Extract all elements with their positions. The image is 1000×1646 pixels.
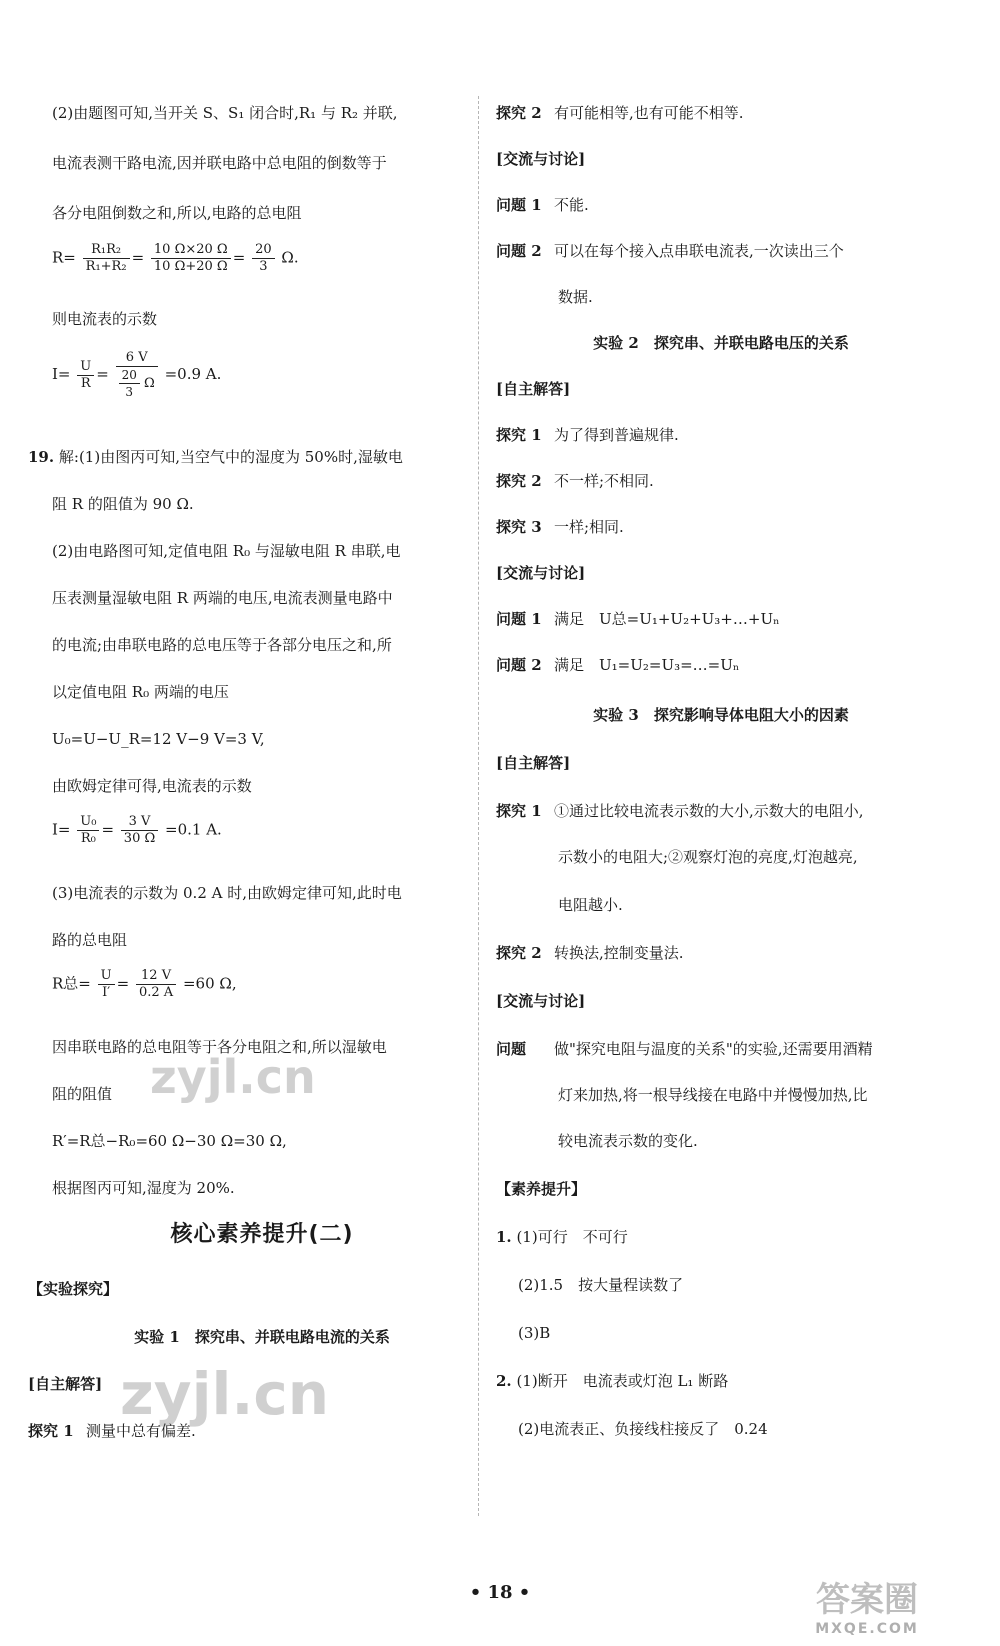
- question-2: 问题 2 满足 U₁=U₂=U₃=…=Uₙ: [496, 656, 740, 674]
- explore-3: 探究 3 一样;相同.: [496, 518, 624, 536]
- text-line: 数据.: [558, 288, 593, 306]
- question-1: 问题 1 不能.: [496, 196, 589, 214]
- text-line: 各分电阻倒数之和,所以,电路的总电阻: [52, 204, 302, 222]
- question: 问题 做"探究电阻与温度的关系"的实验,还需要用酒精: [496, 1040, 873, 1058]
- tag-experiment: 【实验探究】: [28, 1280, 119, 1298]
- text-line: 示数小的电阻大;②观察灯泡的亮度,灯泡越亮,: [558, 848, 858, 866]
- text-line: R′=R总−R₀=60 Ω−30 Ω=30 Ω,: [52, 1132, 287, 1150]
- text-line: 较电流表示数的变化.: [558, 1132, 698, 1150]
- answer-1c: (3)B: [518, 1324, 551, 1342]
- text-line: (3)电流表的示数为 0.2 A 时,由欧姆定律可知,此时电: [52, 884, 402, 902]
- answer-1a: 1. (1)可行 不可行: [496, 1228, 628, 1246]
- answer-1b: (2)1.5 按大量程读数了: [518, 1276, 684, 1294]
- question-1: 问题 1 满足 U总=U₁+U₂+U₃+…+Uₙ: [496, 610, 780, 628]
- question-2: 问题 2 可以在每个接入点串联电流表,一次读出三个: [496, 242, 844, 260]
- tag-literacy: 【素养提升】: [496, 1180, 587, 1198]
- experiment-1-title: 实验 1 探究串、并联电路电流的关系: [134, 1328, 390, 1346]
- text-line: 根据图丙可知,湿度为 20%.: [52, 1179, 235, 1197]
- text-line: 电流表测干路电流,因并联电路中总电阻的倒数等于: [52, 154, 387, 172]
- watermark-text: zyjl.cn: [150, 1050, 316, 1104]
- answer-2b: (2)电流表正、负接线柱接反了 0.24: [518, 1420, 768, 1438]
- tag-discussion: [交流与讨论]: [496, 150, 586, 168]
- text-line: U₀=U−U_R=12 V−9 V=3 V,: [52, 730, 265, 748]
- formula-total-resistance-2: R总= $\frac{U}{I'}$ = $\frac{12 V}{0.2 A}$ =60 Ω,: [52, 968, 237, 1000]
- explore-2: 探究 2 有可能相等,也有可能不相等.: [496, 104, 744, 122]
- tag-self-answer: [自主解答]: [496, 380, 571, 398]
- watermark-text: zyjl.cn: [120, 1360, 330, 1428]
- text-line: 因串联电路的总电阻等于各分电阻之和,所以湿敏电: [52, 1038, 387, 1056]
- text-line: 阻的阻值: [52, 1085, 113, 1103]
- explore-2: 探究 2 不一样;不相同.: [496, 472, 654, 490]
- explore-2: 探究 2 转换法,控制变量法.: [496, 944, 684, 962]
- text-line: 压表测量湿敏电阻 R 两端的电压,电流表测量电路中: [52, 589, 393, 607]
- text-line: 由欧姆定律可得,电流表的示数: [52, 777, 252, 795]
- text-line: 电阻越小.: [558, 896, 623, 914]
- text-line: (2)由题图可知,当开关 S、S₁ 闭合时,R₁ 与 R₂ 并联,: [52, 104, 398, 122]
- experiment-2-title: 实验 2 探究串、并联电路电压的关系: [593, 334, 849, 352]
- column-divider: [478, 96, 479, 1516]
- formula-total-resistance: R= $\frac{\text{R₁R₂}}{\text{R₁+R₂}}$ = $\frac{10 \Omega\times 20 \Omega}{10 \Omega+20 \Omega}$ = $\frac{20}{3}$ Ω.: [52, 242, 299, 274]
- text-line: 灯来加热,将一根导线接在电路中并慢慢加热,比: [558, 1086, 868, 1104]
- text-line: 路的总电阻: [52, 931, 128, 949]
- section-title: 核心素养提升(二): [170, 1222, 354, 1247]
- tag-discussion: [交流与讨论]: [496, 564, 586, 582]
- text-line: 以定值电阻 R₀ 两端的电压: [52, 683, 229, 701]
- explore-1: 探究 1 ①通过比较电流表示数的大小,示数大的电阻小,: [496, 802, 864, 820]
- formula-current-2: I= $\frac{\text{U₀}}{\text{R₀}}$ = $\frac{3 V}{30 \Omega}$ =0.1 A.: [52, 814, 222, 846]
- experiment-3-title: 实验 3 探究影响导体电阻大小的因素: [593, 706, 849, 724]
- explore-1: 探究 1 测量中总有偏差.: [28, 1422, 196, 1440]
- tag-discussion: [交流与讨论]: [496, 992, 586, 1010]
- watermark-logo: 答案圈 MXQE.COM: [815, 1580, 919, 1637]
- tag-self-answer: [自主解答]: [496, 754, 571, 772]
- text-line: 的电流;由串联电路的总电压等于各部分电压之和,所: [52, 636, 392, 654]
- page-number: • 18 •: [469, 1582, 531, 1603]
- explore-1: 探究 1 为了得到普遍规律.: [496, 426, 679, 444]
- answer-2a: 2. (1)断开 电流表或灯泡 L₁ 断路: [496, 1372, 729, 1390]
- text-line: 则电流表的示数: [52, 310, 158, 328]
- formula-current: I= $\frac{U}{R}$ = 6 V $\frac{20}{3}$ Ω =0.9 A.: [52, 350, 222, 399]
- text-line: 阻 R 的阻值为 90 Ω.: [52, 495, 194, 513]
- tag-self-answer: [自主解答]: [28, 1375, 103, 1393]
- text-line: (2)由电路图可知,定值电阻 R₀ 与湿敏电阻 R 串联,电: [52, 542, 401, 560]
- question-19: 19. 解:(1)由图丙可知,当空气中的湿度为 50%时,湿敏电: [28, 448, 403, 466]
